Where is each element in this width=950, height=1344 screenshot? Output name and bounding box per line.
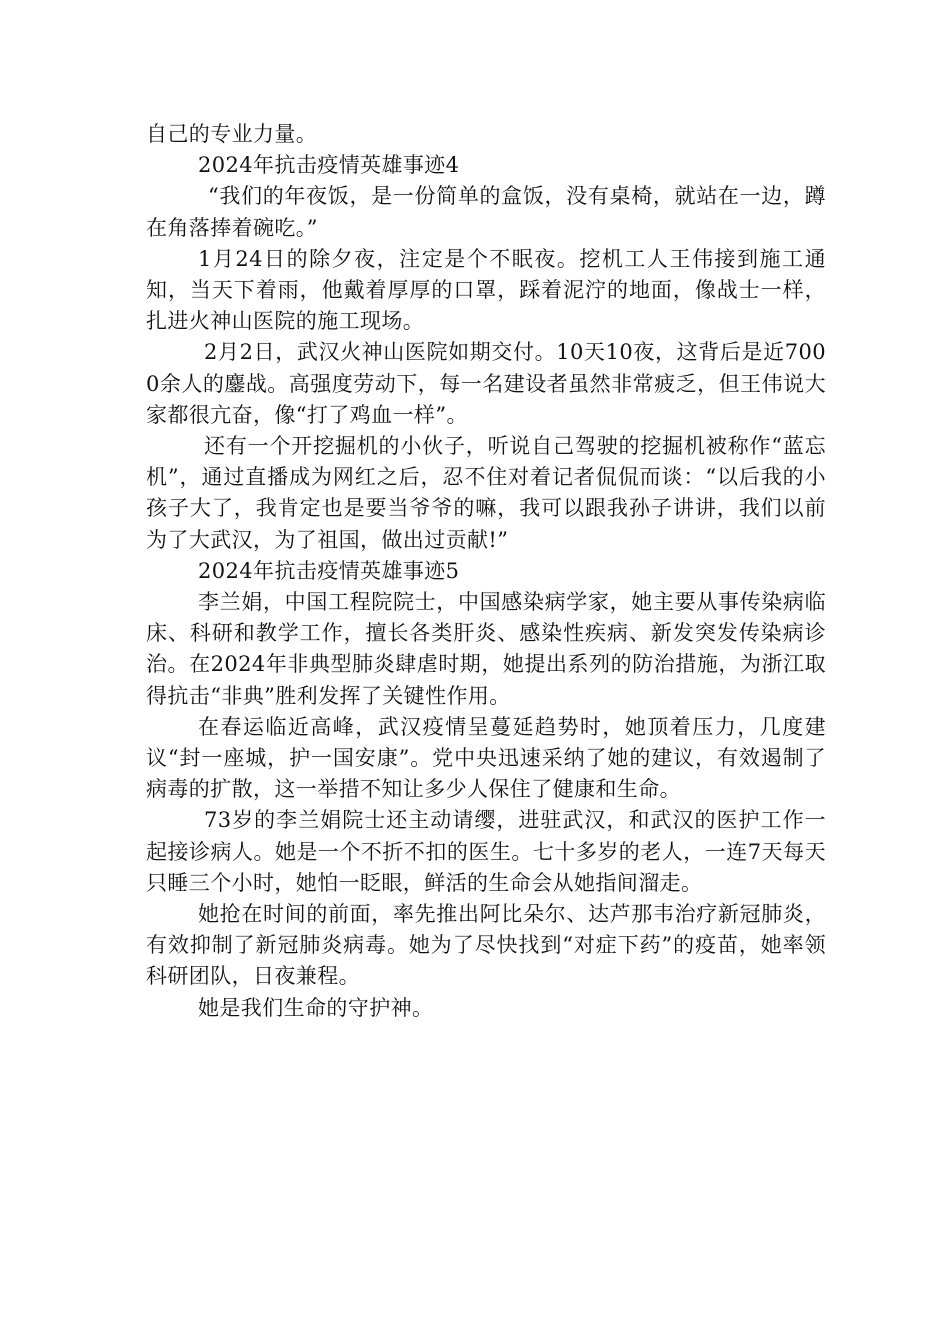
paragraph: 自己的专业力量。 <box>146 122 318 146</box>
paragraph: 她是我们生命的守护神。 <box>198 995 434 1020</box>
paragraph: 还有一个开挖掘机的小伙子，听说自己驾驶的挖掘机被称作“蓝忘机”，通过直播成为网红之后，忍不住对着记者侃侃而谈：“以后我的小孩子大了，我肯定也是要当爷爷的嘛，我可以跟我孙子讲讲，我们以前为了大武汉，为了祖国，做出过贡献!” <box>146 434 826 552</box>
paragraph: 73岁的李兰娟院士还主动请缨，进驻武汉，和武汉的医护工作一起接诊病人。她是一个不折不扣的医生。七十多岁的老人，一连7天每天只睡三个小时，她怕一眨眼，鲜活的生命会从她指间溜走。 <box>146 808 826 895</box>
paragraph: 1月24日的除夕夜，注定是个不眠夜。挖机工人王伟接到施工通知，当天下着雨，他戴着厚厚的口罩，踩着泥泞的地面，像战士一样，扎进火神山医院的施工现场。 <box>146 246 826 334</box>
document-body <box>146 119 826 1024</box>
section-heading: 2024年抗击疫情英雄事迹5 <box>198 558 460 583</box>
paragraph: “我们的年夜饭，是一份简单的盒饭，没有桌椅，就站在一边，蹲在角落捧着碗吃。” <box>146 184 826 240</box>
paragraph: 2月2日，武汉火神山医院如期交付。10天10夜，这背后是近7000余人的鏖战。高强度劳动下，每一名建设者虽然非常疲乏，但王伟说大家都很亢奋，像“打了鸡血一样”。 <box>146 340 826 427</box>
paragraph: 她抢在时间的前面，率先推出阿比朵尔、达芦那韦治疗新冠肺炎，有效抑制了新冠肺炎病毒。她为了尽快找到“对症下药”的疫苗，她率领科研团队，日夜兼程。 <box>146 902 826 989</box>
section-heading: 2024年抗击疫情英雄事迹4 <box>198 153 460 178</box>
paragraph: 在春运临近高峰，武汉疫情呈蔓延趋势时，她顶着压力，几度建议“封一座城，护一国安康”。党中央迅速采纳了她的建议，有效遏制了病毒的扩散，这一举措不知让多少人保住了健康和生命。 <box>146 714 826 802</box>
paragraph: 李兰娟，中国工程院院士，中国感染病学家，她主要从事传染病临床、科研和教学工作，擅长各类肝炎、感染性疾病、新发突发传染病诊治。在2024年非典型肺炎肆虐时期，她提出系列的防治措施，为浙江取得抗击“非典”胜利发挥了关键性作用。 <box>146 590 826 708</box>
